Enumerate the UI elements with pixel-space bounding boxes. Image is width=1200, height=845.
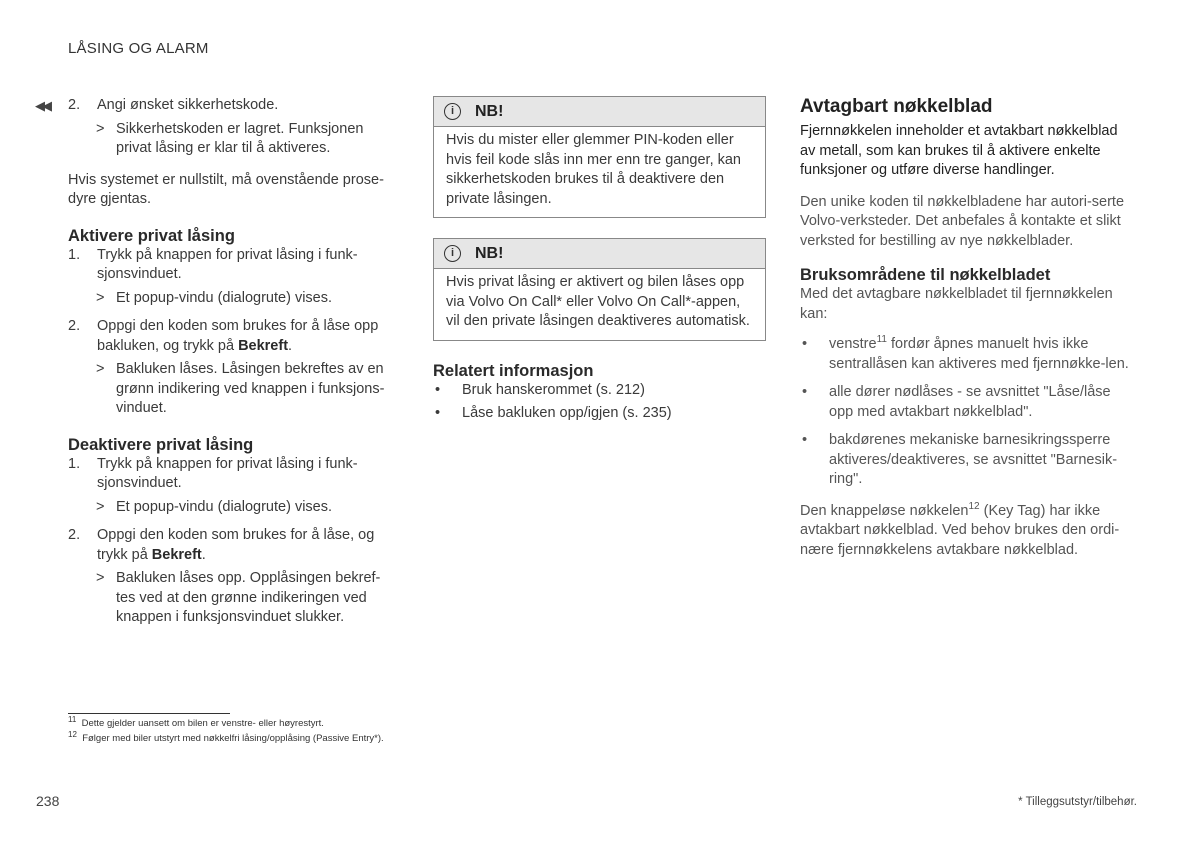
step-text: Oppgi den koden som brukes for å låse opp bakluken, og trykk på bbox=[97, 318, 379, 354]
footnote-text: Dette gjelder uansett om bilen er venstre- eller høyrestyrt. bbox=[81, 718, 324, 729]
lead-paragraph: Fjernnøkkelen inneholder et avtakbart nøkkelblad av metall, som kan brukes til å aktivere enkelte funksjoner og utføre diverse handlinger. bbox=[800, 123, 1118, 178]
result-text: Et popup-vindu (dialogrute) vises. bbox=[116, 498, 333, 515]
column-left bbox=[68, 96, 398, 628]
bullet-text: alle dører nødlåses - se avsnittet "Låse/låse opp med avtakbart nøkkelblad". bbox=[829, 384, 1111, 420]
footnote-12 bbox=[68, 729, 384, 745]
note-box-voc bbox=[433, 238, 766, 341]
reset-paragraph: Hvis systemet er nullstilt, må ovenstående prose-dyre gjentas. bbox=[68, 171, 384, 207]
step-number: 1. bbox=[68, 455, 81, 472]
para-text: Den knappeløse nøkkelen bbox=[800, 502, 969, 519]
bullet-dot: • bbox=[802, 432, 808, 448]
step-number: 2. bbox=[68, 97, 81, 113]
step-text: Trykk på knappen for privat låsing i funk-sjonsvinduet. bbox=[97, 246, 358, 282]
deactivate-step-2 bbox=[68, 526, 398, 565]
column-right bbox=[800, 96, 1132, 560]
column-middle bbox=[433, 96, 766, 424]
note-title: NB! bbox=[475, 103, 504, 120]
workshop-paragraph: Den unike koden til nøkkelbladene har autori-serte Volvo-verksteder. Det anbefales å kontakte et slikt verksted for bestilling av nye nøkkelblader. bbox=[800, 193, 1125, 249]
step-number: 2. bbox=[68, 527, 81, 543]
setup-step-2-result bbox=[68, 120, 398, 159]
accessory-note: * Tilleggsutstyr/tilbehør. bbox=[1018, 796, 1137, 808]
info-icon: i bbox=[444, 245, 461, 262]
usage-bullet-1 bbox=[800, 335, 1132, 374]
setup-step-2 bbox=[68, 96, 398, 116]
step-text: Oppgi den koden som brukes for å låse, og trykk på bbox=[97, 527, 375, 563]
footnote-ref-11[interactable]: 11 bbox=[876, 334, 887, 346]
step-text: Angi ønsket sikkerhetskode. bbox=[97, 97, 279, 113]
step-number: 1. bbox=[68, 246, 81, 263]
footnote-divider bbox=[68, 713, 230, 714]
result-arrow: > bbox=[96, 120, 105, 137]
deactivate-step-2-result bbox=[68, 569, 398, 628]
section-title: Avtagbart nøkkelblad bbox=[800, 96, 993, 117]
activate-step-2-result bbox=[68, 360, 398, 419]
step-text: Trykk på knappen for privat låsing i funk-sjonsvinduet. bbox=[97, 455, 358, 491]
double-left-arrow-icon[interactable]: ◀◀ bbox=[35, 98, 49, 113]
deactivate-heading: Deaktivere privat låsing bbox=[68, 435, 254, 454]
activate-step-1-result bbox=[68, 289, 398, 309]
usage-heading: Bruksområdene til nøkkelbladet bbox=[800, 266, 1051, 284]
step-text-end: . bbox=[201, 546, 206, 563]
usage-bullet-3 bbox=[800, 431, 1132, 490]
bullet-text: bakdørenes mekaniske barnesikringssperre aktiveres/deaktiveres, se avsnittet "Barnesik-ring". bbox=[829, 432, 1118, 487]
result-text: Bakluken låses opp. Opplåsingen bekref-tes ved at den grønne indikeringen ved knappen i funksjonsvinduet slukker. bbox=[116, 570, 381, 625]
bullet-dot: • bbox=[435, 381, 441, 398]
related-link-tailgate[interactable] bbox=[433, 404, 766, 424]
footnote-number: 12 bbox=[68, 729, 77, 739]
activate-step-2 bbox=[68, 317, 398, 356]
footnote-11 bbox=[68, 714, 324, 730]
section-header: LÅSING OG ALARM bbox=[68, 40, 209, 57]
bullet-text: venstre bbox=[829, 336, 877, 352]
related-link-text[interactable]: Låse bakluken opp/igjen (s. 235) bbox=[462, 405, 672, 421]
result-arrow: > bbox=[96, 289, 105, 306]
info-icon: i bbox=[444, 103, 461, 120]
result-text: Sikkerhetskoden er lagret. Funksjonen privat låsing er klar til å aktiveres. bbox=[116, 120, 364, 156]
note-title: NB! bbox=[475, 245, 504, 262]
deactivate-step-1 bbox=[68, 455, 398, 494]
result-arrow: > bbox=[96, 498, 105, 515]
related-link-glovebox[interactable] bbox=[433, 381, 766, 401]
result-text: Bakluken låses. Låsingen bekreftes av en grønn indikering ved knappen i funksjons-vinduet. bbox=[116, 361, 385, 416]
related-heading: Relatert informasjon bbox=[433, 361, 594, 380]
confirm-term: Bekreft bbox=[151, 546, 202, 563]
confirm-term: Bekreft bbox=[238, 337, 289, 354]
note-body: Hvis du mister eller glemmer PIN-koden eller hvis feil kode slås inn mer enn tre ganger, kan sikkerhetskoden brukes til å deaktivere den private låsingen. bbox=[446, 132, 741, 207]
page-number: 238 bbox=[36, 793, 60, 809]
result-arrow: > bbox=[96, 570, 105, 586]
bullet-text-end: fordør åpnes manuelt hvis ikke sentrallåsen kan aktiveres med fjernnøkke-len. bbox=[829, 336, 1129, 372]
step-text-end: . bbox=[288, 337, 293, 354]
bullet-dot: • bbox=[802, 336, 808, 352]
footnote-text: Følger med biler utstyrt med nøkkelfri låsing/opplåsing (Passive Entry*). bbox=[82, 733, 384, 744]
activate-step-1 bbox=[68, 246, 398, 285]
usage-intro: Med det avtagbare nøkkelbladet til fjernnøkkelen kan: bbox=[800, 286, 1113, 322]
activate-heading: Aktivere privat låsing bbox=[68, 226, 235, 245]
bullet-dot: • bbox=[802, 384, 808, 400]
footnote-number: 11 bbox=[68, 714, 77, 724]
step-number: 2. bbox=[68, 318, 81, 334]
note-box-pin bbox=[433, 96, 766, 218]
note-header bbox=[434, 239, 765, 269]
bullet-dot: • bbox=[435, 405, 441, 421]
result-arrow: > bbox=[96, 361, 105, 377]
usage-bullet-2 bbox=[800, 383, 1132, 422]
para-text-end: (Key Tag) har ikke avtakbart nøkkelblad. Ved behov brukes den ordi-nære fjernnøkkelens avtakbare nøkkelblad. bbox=[800, 502, 1120, 558]
key-tag-paragraph bbox=[800, 502, 1132, 561]
note-header bbox=[434, 97, 765, 127]
related-link-text[interactable]: Bruk hanskerommet (s. 212) bbox=[462, 381, 645, 398]
note-body: Hvis privat låsing er aktivert og bilen låses opp via Volvo On Call* eller Volvo On Call*-appen, vil den private låsingen deaktiveres automatisk. bbox=[446, 274, 750, 329]
result-text: Et popup-vindu (dialogrute) vises. bbox=[116, 289, 333, 306]
deactivate-step-1-result bbox=[68, 498, 398, 518]
footnote-ref-12[interactable]: 12 bbox=[968, 500, 980, 512]
